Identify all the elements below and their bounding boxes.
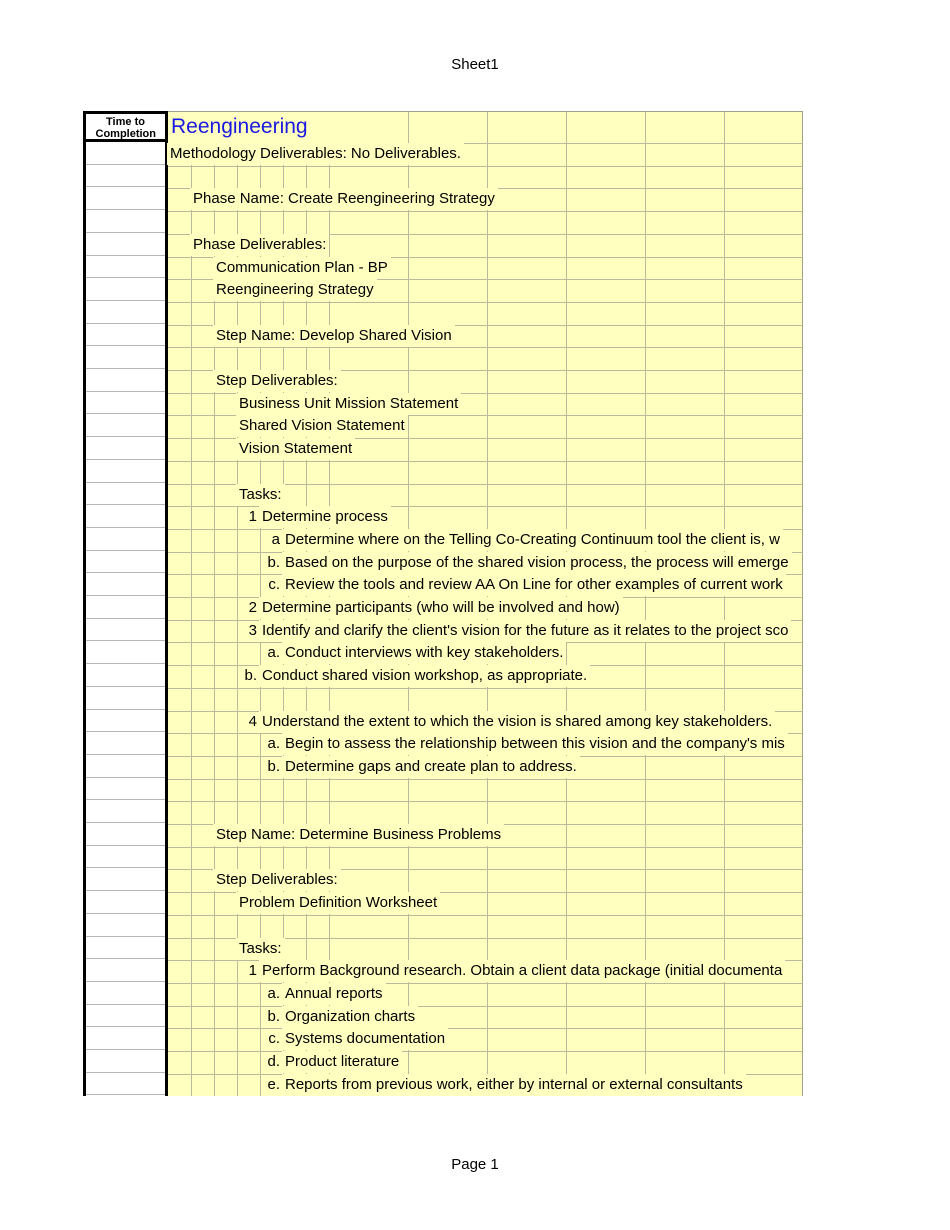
task-row <box>168 529 803 551</box>
time-to-completion-cell[interactable] <box>86 187 165 210</box>
time-to-completion-cell[interactable] <box>86 664 165 687</box>
row-marker: 1 <box>248 508 257 525</box>
time-to-completion-cell[interactable] <box>86 142 165 165</box>
row-text: Understand the extent to which the vision is shared among key stakeholders. <box>259 711 775 733</box>
time-to-completion-cell[interactable] <box>86 505 165 528</box>
time-to-completion-cell[interactable] <box>86 414 165 437</box>
time-to-completion-cell[interactable] <box>86 278 165 301</box>
row-text: Step Name: Determine Business Problems <box>213 824 504 846</box>
title-row <box>168 112 803 143</box>
row-text: Reengineering Strategy <box>213 279 377 301</box>
row-marker: 2 <box>248 599 257 616</box>
time-to-completion-cell[interactable] <box>86 573 165 596</box>
task-row <box>168 938 803 960</box>
row-marker: a. <box>267 644 280 661</box>
task-row <box>168 188 803 210</box>
row-text: Step Name: Develop Shared Vision <box>213 325 455 347</box>
task-row <box>168 665 803 687</box>
page-number-footer: Page 1 <box>451 1156 499 1173</box>
task-row <box>168 552 803 574</box>
row-text: Organization charts <box>282 1006 418 1028</box>
task-row <box>168 143 803 165</box>
task-row <box>168 620 803 642</box>
time-to-completion-cell[interactable] <box>86 641 165 664</box>
row-text: Determine process <box>259 506 391 528</box>
row-text: Step Deliverables: <box>213 370 341 392</box>
row-text: Perform Background research. Obtain a client data package (initial documenta <box>259 960 785 982</box>
sheet-title: Reengineering <box>168 112 311 142</box>
time-to-completion-cell[interactable] <box>86 800 165 823</box>
time-to-completion-cell[interactable] <box>86 483 165 505</box>
task-row <box>168 347 803 369</box>
time-to-completion-cell[interactable] <box>86 301 165 324</box>
time-to-completion-cell[interactable] <box>86 778 165 800</box>
time-to-completion-cell[interactable] <box>86 937 165 959</box>
time-to-completion-cell[interactable] <box>86 619 165 641</box>
row-marker: b. <box>267 1008 280 1025</box>
task-row <box>168 960 803 982</box>
task-row <box>168 869 803 891</box>
task-row <box>168 415 803 437</box>
time-to-completion-cell[interactable] <box>86 1073 165 1095</box>
row-text: Problem Definition Worksheet <box>236 892 440 914</box>
time-to-completion-cell[interactable] <box>86 460 165 483</box>
row-text: Methodology Deliverables: No Deliverables. <box>167 143 464 165</box>
task-row <box>168 1051 803 1073</box>
task-row <box>168 1074 803 1096</box>
row-marker: b. <box>267 554 280 571</box>
row-text: Product literature <box>282 1051 402 1073</box>
time-to-completion-cell[interactable] <box>86 528 165 551</box>
row-text: Vision Statement <box>236 438 355 460</box>
row-marker: 3 <box>248 622 257 639</box>
time-to-completion-cell[interactable] <box>86 868 165 891</box>
task-row <box>168 438 803 460</box>
time-to-completion-cell[interactable] <box>86 596 165 619</box>
task-row <box>168 211 803 233</box>
time-to-completion-cell[interactable] <box>86 710 165 732</box>
time-to-completion-cell[interactable] <box>86 1027 165 1050</box>
task-row <box>168 847 803 869</box>
time-to-completion-cell[interactable] <box>86 891 165 914</box>
task-row <box>168 711 803 733</box>
time-to-completion-cell[interactable] <box>86 256 165 278</box>
time-to-completion-cell[interactable] <box>86 755 165 778</box>
row-text: Conduct interviews with key stakeholders. <box>282 642 566 664</box>
row-text: Tasks: <box>236 938 285 960</box>
task-row <box>168 779 803 801</box>
row-marker: 1 <box>248 962 257 979</box>
task-row <box>168 302 803 324</box>
row-marker: c. <box>268 576 280 593</box>
row-text: Determine gaps and create plan to address. <box>282 756 580 778</box>
task-row <box>168 597 803 619</box>
time-to-completion-cell[interactable] <box>86 392 165 414</box>
task-row <box>168 484 803 506</box>
task-row <box>168 325 803 347</box>
row-text: Determine participants (who will be involved and how) <box>259 597 623 619</box>
row-marker: b. <box>244 667 257 684</box>
time-to-completion-cell[interactable] <box>86 233 165 256</box>
time-to-completion-cell[interactable] <box>86 437 165 460</box>
task-row <box>168 279 803 301</box>
time-to-completion-cell[interactable] <box>86 551 165 573</box>
task-grid <box>168 111 803 1096</box>
task-row <box>168 688 803 710</box>
time-to-completion-cell[interactable] <box>86 346 165 369</box>
row-text: Identify and clarify the client's vision for the future as it relates to the project sco <box>259 620 791 642</box>
time-to-completion-cell[interactable] <box>86 959 165 982</box>
row-text: Reports from previous work, either by internal or external consultants <box>282 1074 746 1096</box>
row-text: Tasks: <box>236 484 285 506</box>
task-row <box>168 1028 803 1050</box>
task-row <box>168 801 803 823</box>
sheet-name-header: Sheet1 <box>451 56 499 73</box>
row-marker: 4 <box>248 713 257 730</box>
time-to-completion-cell[interactable] <box>86 1005 165 1027</box>
row-text: Conduct shared vision workshop, as appropriate. <box>259 665 590 687</box>
time-to-completion-cell[interactable] <box>86 1050 165 1073</box>
task-row <box>168 506 803 528</box>
row-marker: d. <box>267 1053 280 1070</box>
time-to-completion-cell[interactable] <box>86 687 165 710</box>
row-text: Based on the purpose of the shared vision process, the process will emerge <box>282 552 792 574</box>
time-to-completion-cell[interactable] <box>86 982 165 1005</box>
task-row <box>168 1006 803 1028</box>
row-text: Phase Deliverables: <box>190 234 329 256</box>
row-text: Systems documentation <box>282 1028 448 1050</box>
time-to-completion-cell[interactable] <box>86 324 165 346</box>
time-to-completion-cell[interactable] <box>86 369 165 392</box>
task-row <box>168 257 803 279</box>
task-row <box>168 370 803 392</box>
row-marker: a. <box>267 735 280 752</box>
row-text: Step Deliverables: <box>213 869 341 891</box>
task-row <box>168 642 803 664</box>
row-marker: e. <box>267 1076 280 1093</box>
task-row <box>168 461 803 483</box>
task-row <box>168 393 803 415</box>
row-text: Shared Vision Statement <box>236 415 408 437</box>
spreadsheet-area <box>83 111 803 1096</box>
row-text: Annual reports <box>282 983 386 1005</box>
time-to-completion-column <box>83 111 168 1096</box>
row-marker: c. <box>268 1030 280 1047</box>
task-row <box>168 756 803 778</box>
row-text: Determine where on the Telling Co-Creating Continuum tool the client is, w <box>282 529 783 551</box>
row-marker: b. <box>267 758 280 775</box>
row-text: Business Unit Mission Statement <box>236 393 461 415</box>
time-to-completion-cell[interactable] <box>86 914 165 937</box>
time-to-completion-header: Time to Completion <box>86 111 165 142</box>
row-text: Phase Name: Create Reengineering Strategy <box>190 188 498 210</box>
row-text: Review the tools and review AA On Line for other examples of current work <box>282 574 786 596</box>
row-text: Begin to assess the relationship between this vision and the company's mis <box>282 733 788 755</box>
task-row <box>168 915 803 937</box>
task-row <box>168 733 803 755</box>
time-to-completion-cell[interactable] <box>86 165 165 187</box>
time-to-completion-cell[interactable] <box>86 823 165 846</box>
task-row <box>168 824 803 846</box>
time-to-completion-cell[interactable] <box>86 732 165 755</box>
row-marker: a. <box>267 985 280 1002</box>
row-text: Communication Plan - BP <box>213 257 391 279</box>
task-row <box>168 234 803 256</box>
task-row <box>168 892 803 914</box>
time-to-completion-cell[interactable] <box>86 846 165 868</box>
task-row <box>168 574 803 596</box>
row-marker: a <box>271 531 280 548</box>
time-to-completion-cell[interactable] <box>86 210 165 233</box>
task-row <box>168 166 803 188</box>
task-row <box>168 983 803 1005</box>
